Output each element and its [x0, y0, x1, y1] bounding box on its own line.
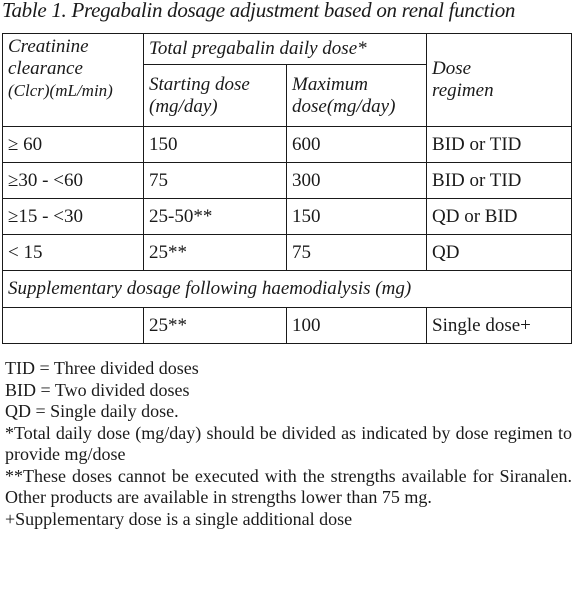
header-dose-regimen — [427, 34, 572, 127]
header-clcr — [3, 34, 144, 127]
dosage-table — [2, 33, 572, 344]
cell-starting: 150 — [144, 127, 287, 163]
table-row — [3, 235, 572, 271]
cell-maximum: 150 — [287, 199, 427, 235]
note-qd: QD = Single daily dose. — [5, 401, 179, 421]
header-maximum-line1: Maximum — [292, 73, 368, 95]
table-caption: Table 1. Pregabalin dosage adjustment based on renal function — [2, 0, 516, 22]
header-clcr-line1: Creatinine — [8, 36, 89, 57]
note-supplementary: +Supplementary dose is a single additional dose — [5, 508, 353, 529]
table-row — [3, 308, 572, 344]
cell-clcr: ≥15 - <30 — [3, 199, 144, 235]
cell-starting: 75 — [144, 163, 287, 199]
header-starting-dose — [144, 65, 287, 127]
cell-clcr: < 15 — [3, 235, 144, 271]
cell-regimen: QD — [427, 235, 572, 271]
header-clcr-line3: (Clcr)(mL/min) — [8, 81, 113, 100]
header-starting-line1: Starting dose — [149, 73, 250, 95]
cell-maximum: 100 — [287, 308, 427, 344]
table-row — [3, 163, 572, 199]
table-row — [3, 127, 572, 163]
cell-clcr — [3, 308, 144, 344]
table-header-row-1 — [3, 34, 572, 65]
cell-clcr: ≥30 - <60 — [3, 163, 144, 199]
header-regimen-line1: Dose — [432, 58, 472, 79]
cell-maximum: 600 — [287, 127, 427, 163]
note-tid: TID = Three divided doses — [5, 358, 199, 378]
note-strength: **These doses cannot be executed with the strengths available for Siranalen. Other products are available in strengths lower than 75 mg. — [5, 465, 572, 507]
cell-starting: 25** — [144, 235, 287, 271]
cell-maximum: 75 — [287, 235, 427, 271]
note-bid: BID = Two divided doses — [5, 379, 190, 400]
table-notes — [5, 358, 572, 530]
header-clcr-line2: clearance — [8, 58, 83, 79]
cell-regimen: Single dose+ — [427, 308, 572, 344]
header-total-dose: Total pregabalin daily dose* — [144, 34, 427, 65]
cell-regimen: QD or BID — [427, 199, 572, 235]
header-regimen-line2: regimen — [432, 80, 494, 101]
header-starting-line2: (mg/day) — [149, 95, 218, 117]
cell-regimen: BID or TID — [427, 163, 572, 199]
cell-starting: 25** — [144, 308, 287, 344]
header-maximum-line2: dose(mg/day) — [292, 95, 396, 117]
cell-maximum: 300 — [287, 163, 427, 199]
supplementary-heading: Supplementary dosage following haemodialysis (mg) — [3, 271, 572, 308]
cell-clcr: ≥ 60 — [3, 127, 144, 163]
note-total-dose: *Total daily dose (mg/day) should be divided as indicated by dose regimen to provide mg/dose — [5, 422, 572, 464]
cell-starting: 25-50** — [144, 199, 287, 235]
table-row — [3, 199, 572, 235]
cell-regimen: BID or TID — [427, 127, 572, 163]
supplementary-heading-row — [3, 271, 572, 308]
header-maximum-dose — [287, 65, 427, 127]
